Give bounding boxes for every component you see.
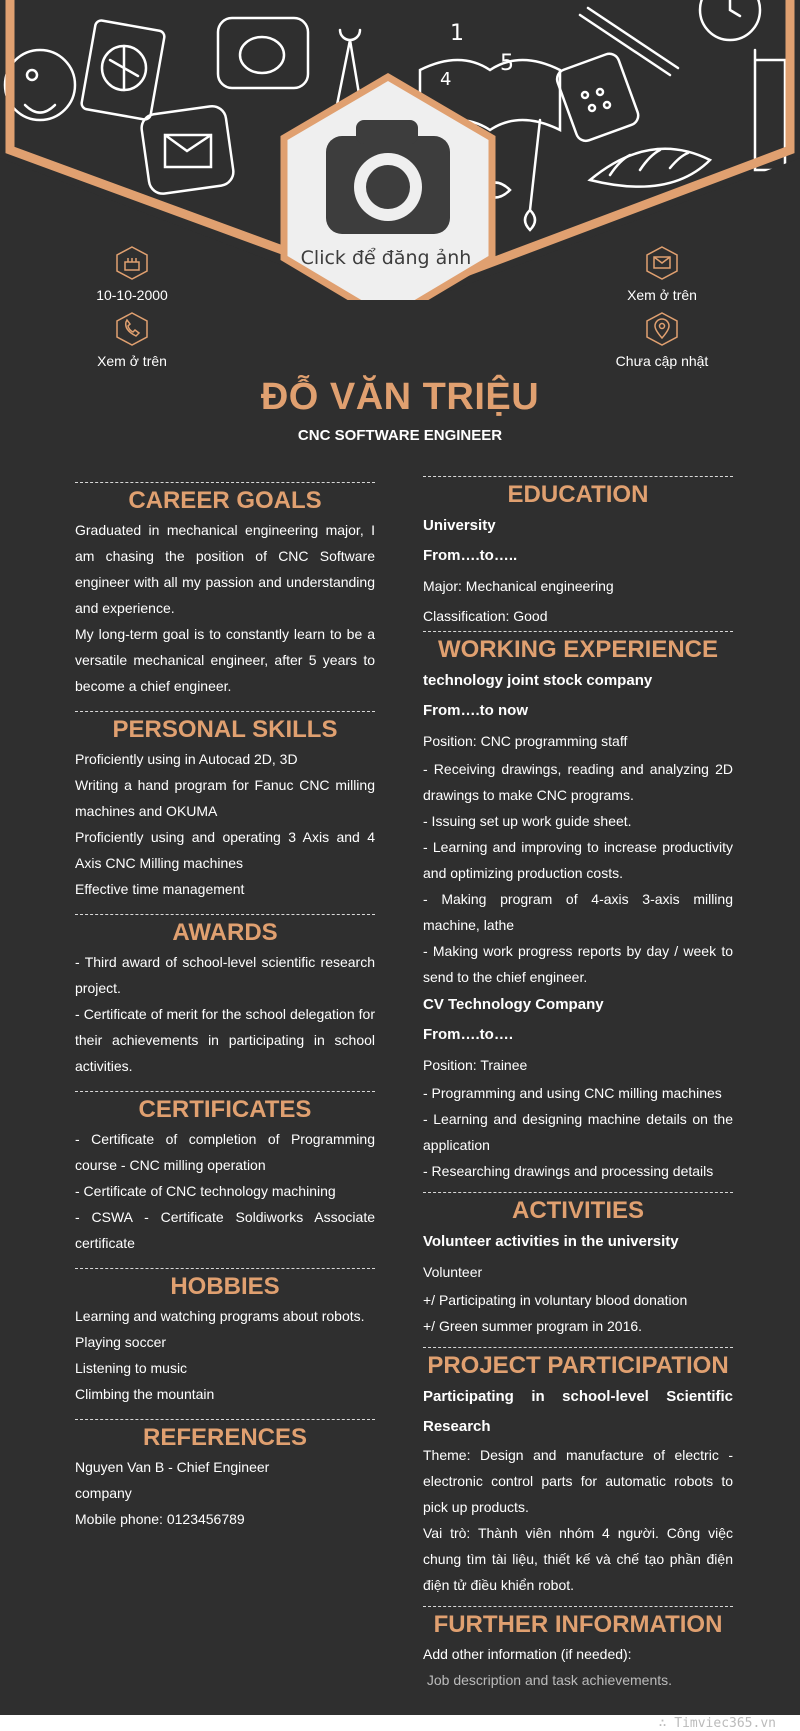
education-title: EDUCATION	[423, 476, 733, 509]
job-duty: - Researching drawings and processing details	[423, 1163, 714, 1179]
further-information-section	[423, 1606, 733, 1693]
camera-doodle-icon	[218, 18, 308, 88]
working-experience-title: WORKING EXPERIENCE	[423, 631, 733, 664]
bread-doodle-icon	[590, 149, 710, 187]
job-duty: - Issuing set up work guide sheet.	[423, 813, 632, 829]
education-section	[423, 476, 733, 631]
certificates-title: CERTIFICATES	[75, 1091, 375, 1124]
education-major: Major: Mechanical engineering	[423, 578, 614, 594]
right-column	[423, 476, 733, 1693]
watermark: ∴ Timviec365.vn	[658, 1716, 776, 1731]
job-duty: - Making program of 4-axis 3-axis milling machine, lathe	[423, 891, 733, 933]
school-name: University	[423, 517, 496, 534]
reference-item: Mobile phone: 0123456789	[75, 1511, 245, 1527]
award-item: - Certificate of merit for the school delegation for their achievements in participating in school activities.	[75, 1006, 375, 1074]
further-info-placeholder[interactable]: Job description and task achievements.	[423, 1672, 673, 1688]
photo-upload-label[interactable]: Click để đăng ảnh	[300, 247, 472, 269]
job-period: From….to….	[423, 1026, 513, 1043]
project-role: Vai trò: Thành viên nhóm 4 người. Công việc chung tìm tài liệu, thiết kế và chế tạo phần điện điện tử điều khiển robot.	[423, 1525, 733, 1593]
career-goal-paragraph: Graduated in mechanical engineering major, I am chasing the position of CNC Software engineer with all my passion and understanding and experience.	[75, 522, 375, 616]
personal-skills-section	[75, 711, 375, 902]
certificate-item: - Certificate of completion of Programming course - CNC milling operation	[75, 1131, 375, 1173]
references-section	[75, 1419, 375, 1532]
activity-item: +/ Green summer program in 2016.	[423, 1318, 643, 1334]
skill-item: Proficiently using and operating 3 Axis and 4 Axis CNC Milling machines	[75, 829, 375, 871]
references-title: REFERENCES	[75, 1419, 375, 1452]
contact-address	[602, 311, 722, 369]
job-period: From….to now	[423, 702, 528, 719]
career-goal-paragraph: My long-term goal is to constantly learn to be a versatile mechanical engineer, after 5 years to become a chief engineer.	[75, 626, 375, 694]
further-information-title: FURTHER INFORMATION	[423, 1606, 733, 1639]
camera-icon	[326, 120, 450, 234]
svg-text:4: 4	[440, 69, 452, 90]
skill-item: Proficiently using in Autocad 2D, 3D	[75, 751, 298, 767]
education-classification: Classification: Good	[423, 608, 548, 624]
location-pin-icon	[645, 311, 679, 347]
phone-text: Xem ở trên	[97, 353, 167, 369]
mail-icon	[645, 245, 679, 281]
svg-text:5: 5	[500, 51, 514, 76]
skill-item: Writing a hand program for Fanuc CNC milling machines and OKUMA	[75, 777, 375, 819]
contact-phone	[82, 311, 182, 369]
activity-role: Volunteer	[423, 1264, 483, 1280]
job-duty: - Learning and designing machine details on the application	[423, 1111, 733, 1153]
reference-item: company	[75, 1485, 132, 1501]
reference-item: Nguyen Van B - Chief Engineer	[75, 1459, 270, 1475]
contact-birthday	[82, 245, 182, 303]
hobbies-title: HOBBIES	[75, 1268, 375, 1301]
job-position: Position: CNC programming staff	[423, 733, 628, 749]
job-company: CV Technology Company	[423, 996, 604, 1013]
activities-title: ACTIVITIES	[423, 1192, 733, 1225]
job-duty: - Learning and improving to increase productivity and optimizing production costs.	[423, 839, 733, 881]
awards-section	[75, 914, 375, 1079]
activities-section	[423, 1192, 733, 1339]
project-theme: Theme: Design and manufacture of electric - electronic control parts for automatic robots to pick up products.	[423, 1447, 733, 1515]
pencil-doodle-icon	[580, 8, 678, 75]
award-item: - Third award of school-level scientific research project.	[75, 954, 375, 996]
skill-item: Effective time management	[75, 881, 245, 897]
hobby-item: Climbing the mountain	[75, 1386, 215, 1402]
certificate-item: - Certificate of CNC technology machining	[75, 1183, 336, 1199]
svg-text:1: 1	[450, 21, 464, 46]
hobby-item: Learning and watching programs about robots.	[75, 1308, 365, 1324]
phone-icon	[115, 311, 149, 347]
brush-doodle-icon	[525, 120, 540, 230]
email-text: Xem ở trên	[627, 287, 697, 303]
job-duty: - Receiving drawings, reading and analyzing 2D drawings to make CNC programs.	[423, 761, 733, 803]
birthday-text: 10-10-2000	[96, 287, 168, 303]
project-participation-title: PROJECT PARTICIPATION	[423, 1347, 733, 1380]
personal-skills-title: PERSONAL SKILLS	[75, 711, 375, 744]
further-info-line: Add other information (if needed):	[423, 1646, 632, 1662]
job-duty: - Programming and using CNC milling machines	[423, 1085, 722, 1101]
job-duty: - Making work progress reports by day / week to send to the chief engineer.	[423, 943, 733, 985]
certificates-section	[75, 1091, 375, 1256]
awards-title: AWARDS	[75, 914, 375, 947]
hobby-item: Listening to music	[75, 1360, 188, 1376]
career-goals-title: CAREER GOALS	[75, 482, 375, 515]
activity-item: +/ Participating in voluntary blood donation	[423, 1292, 688, 1308]
contact-email	[612, 245, 712, 303]
certificate-item: - CSWA - Certificate Soldiworks Associate certificate	[75, 1209, 375, 1251]
left-column	[75, 482, 375, 1532]
job-company: technology joint stock company	[423, 672, 653, 689]
address-text: Chưa cập nhật	[615, 353, 709, 369]
job-position: Position: Trainee	[423, 1057, 528, 1073]
calculator-doodle-icon	[554, 51, 641, 144]
project-participation-section	[423, 1347, 733, 1598]
working-experience-section	[423, 631, 733, 1184]
activity-name: Volunteer activities in the university	[423, 1233, 679, 1250]
project-name: Participating in school-level Scientific Research	[423, 1388, 733, 1435]
face-doodle-icon	[5, 50, 75, 120]
education-period: From….to…..	[423, 547, 518, 564]
person-name: ĐỖ VĂN TRIỆU	[260, 376, 540, 418]
hobbies-section	[75, 1268, 375, 1407]
career-goals-section	[75, 482, 375, 699]
hobby-item: Playing soccer	[75, 1334, 167, 1350]
cake-icon	[115, 245, 149, 281]
job-title: CNC SOFTWARE ENGINEER	[297, 427, 503, 444]
